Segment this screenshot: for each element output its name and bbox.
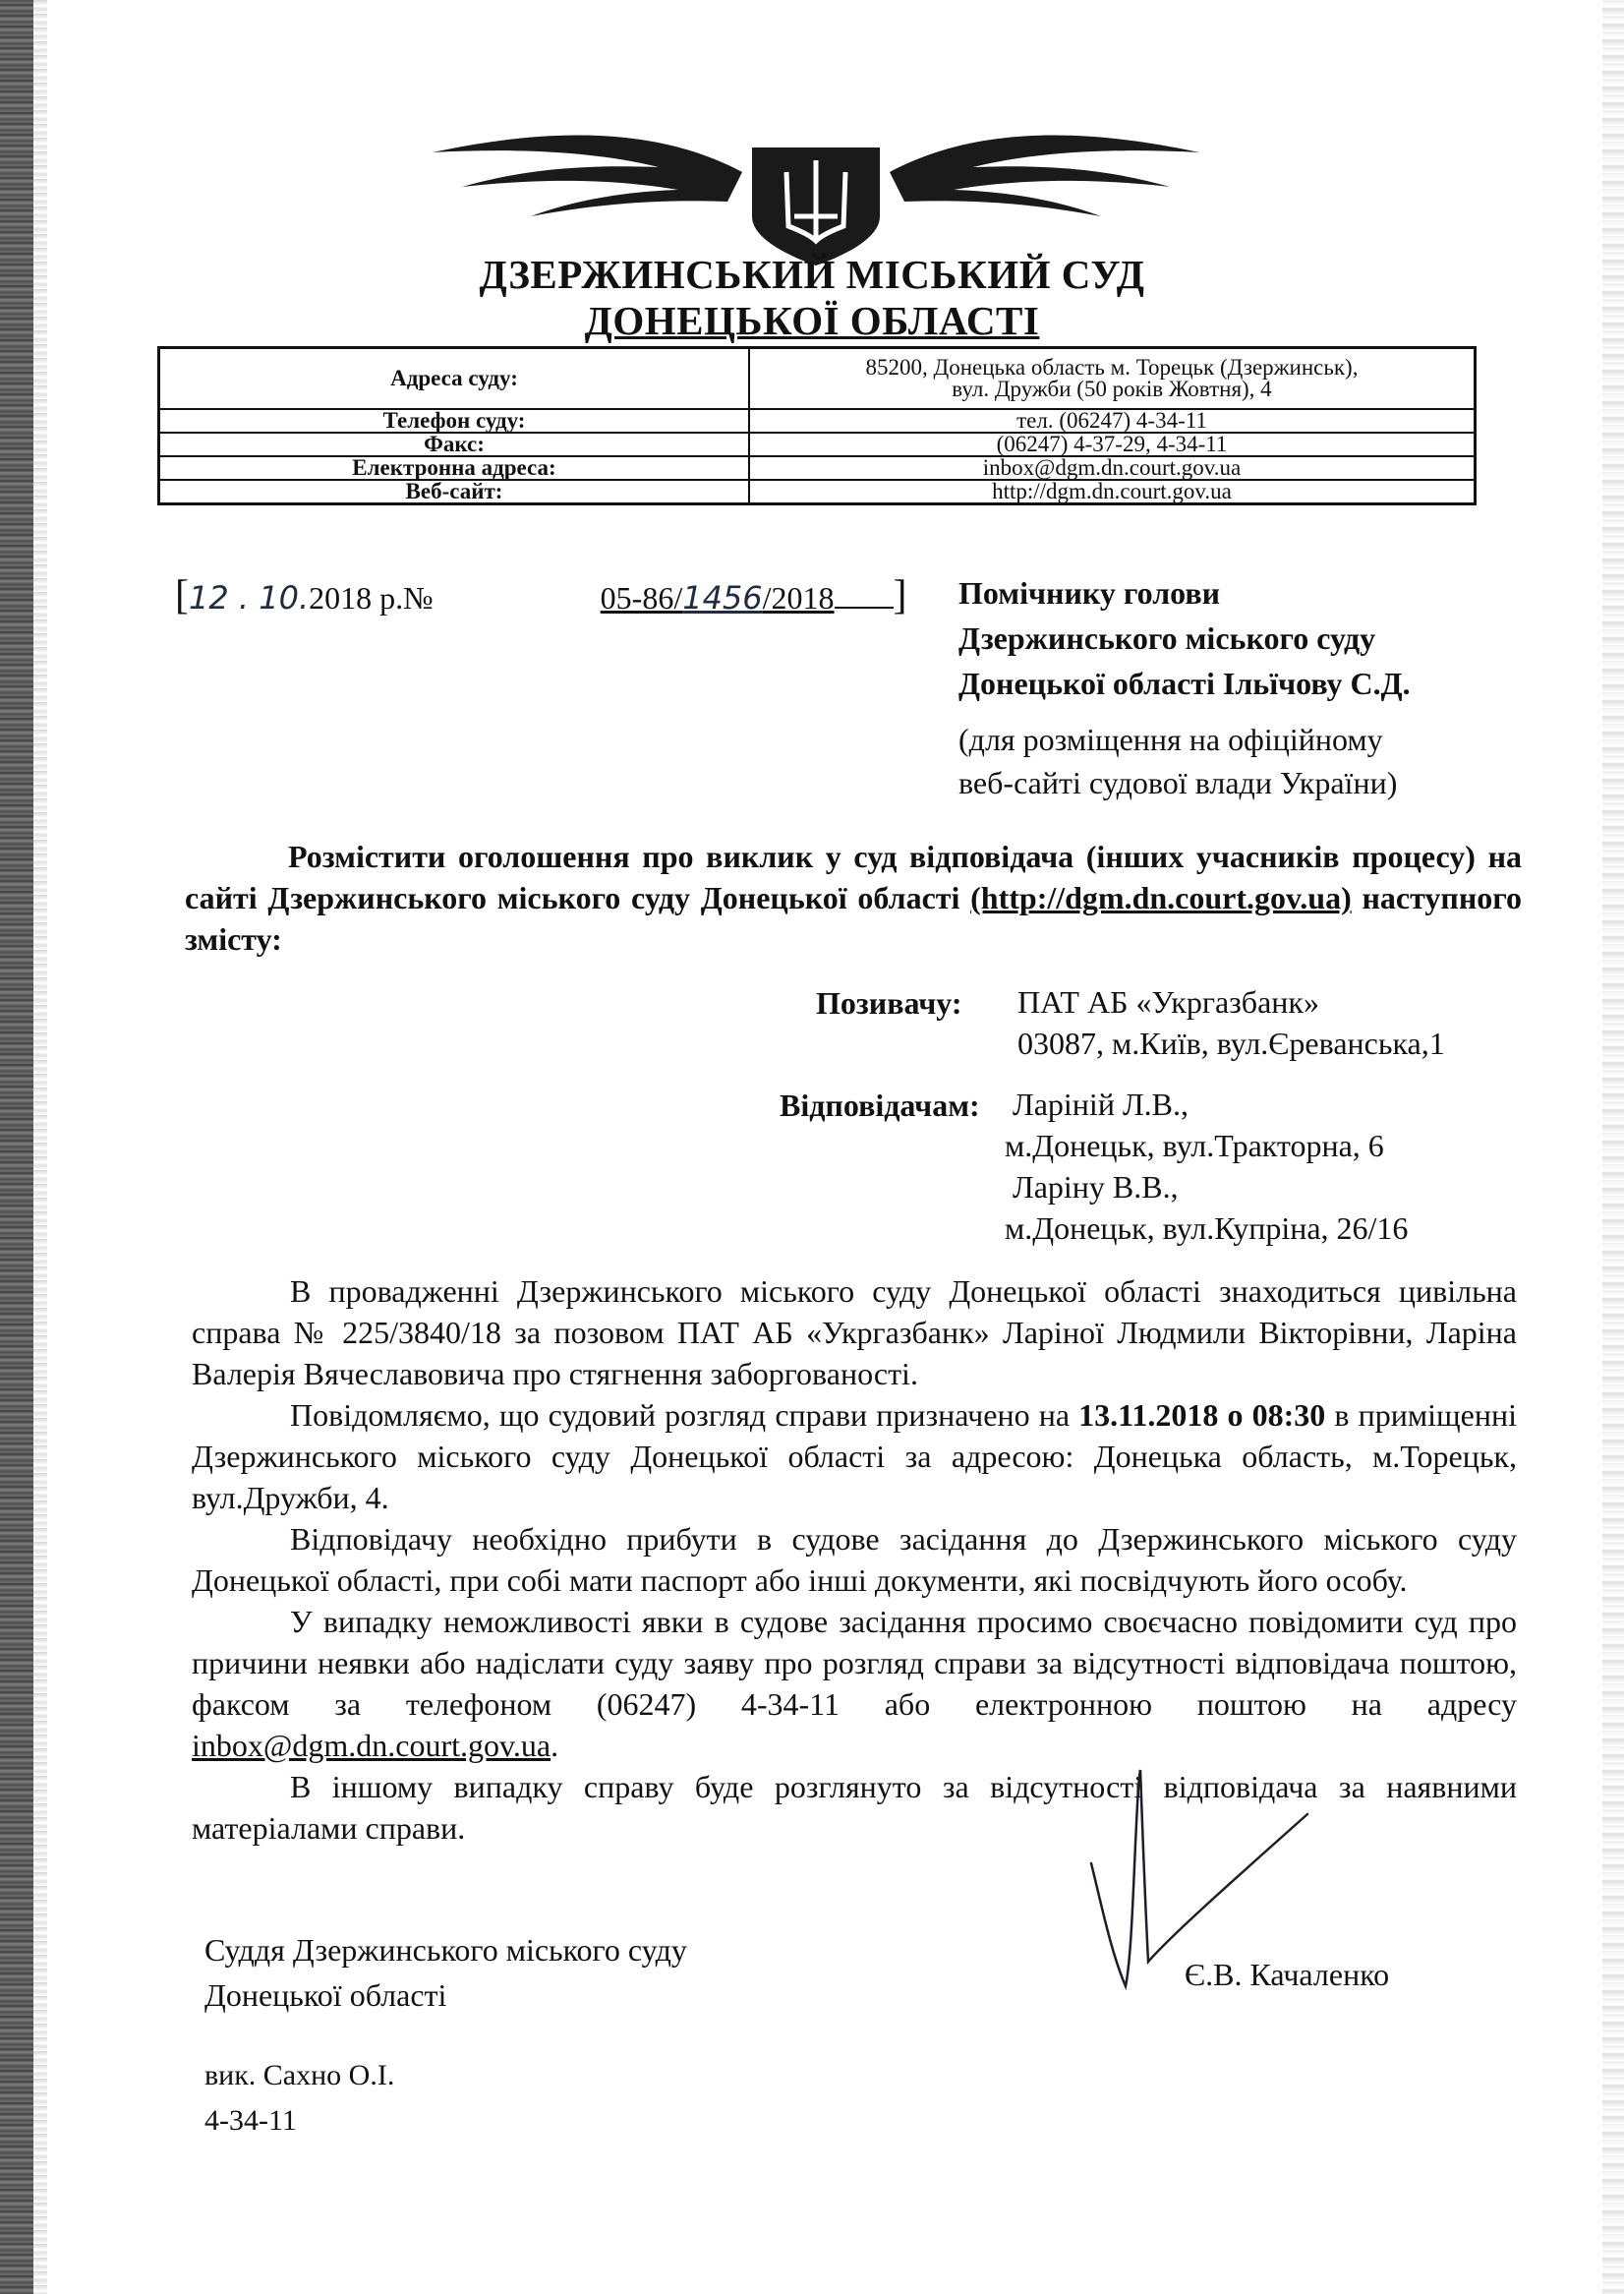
defendant2-name: Ларіну В.В., [1013, 1169, 1179, 1205]
court-email-link[interactable]: inbox@dgm.dn.court.gov.ua [192, 1728, 551, 1763]
plaintiff-name: ПАТ АБ «Укргазбанк» [1017, 984, 1319, 1020]
website-value: http://dgm.dn.court.gov.ua [749, 480, 1476, 504]
addressee-note-line1: (для розміщення на офіційному [958, 722, 1383, 757]
body-paragraph-2 [192, 1394, 1517, 1518]
reg-bracket-close: ] [893, 573, 907, 618]
addressee-line1: Помічнику голови [958, 575, 1221, 611]
body-p2-text-b: в приміщенні Дзержинського міського суду Донецької області за адресою: Донецька область, м.Торецьк, вул.Дружби, 4. [192, 1397, 1518, 1515]
lead-text-2: наступного змісту: [185, 880, 1523, 957]
plaintiff-label: Позивачу: [816, 985, 962, 1021]
defendant1-address: м.Донецьк, вул.Тракторна, 6 [1005, 1128, 1384, 1163]
body-paragraph-5: В іншому випадку справу буде розглянуто за відсутності відповідача за наявними матеріалами справи. [192, 1769, 1517, 1846]
table-row [159, 433, 1476, 456]
judge-position-line1: Суддя Дзержинського міського суду [204, 1932, 687, 1968]
body-p4-text-a: У випадку неможливості явки в судове засідання просимо своєчасно повідомити суд про причини неявки або надіслати суду заяву про розгляд справи за відсутності відповідача поштою, факсом за телефоном (06247) 4-34-11 або електронною поштою на адресу [192, 1604, 1517, 1722]
court-name-line1: ДЗЕРЖИНСЬКИЙ МІСЬКИЙ СУД [479, 252, 1145, 297]
reg-number-handwritten: 1456 [682, 579, 763, 617]
addressee-block [958, 570, 1411, 706]
body-p2-text-a: Повідомляємо, що судовий розгляд справи призначено на [290, 1397, 1079, 1433]
address-line1: 85200, Донецька область м. Торецьк (Дзержинськ), [865, 355, 1359, 380]
executor-block [204, 2053, 394, 2144]
court-name-line2: ДОНЕЦЬКОЇ ОБЛАСТІ [584, 298, 1040, 343]
executor-name: вик. Сахно О.І. [204, 2059, 395, 2091]
reg-number-suffix: /2018 [762, 580, 835, 616]
table-row [159, 348, 1476, 410]
body-paragraph-1: В провадженні Дзержинського міського суду Донецької області знаходиться цивільна справа № 225/3840/18 за позовом ПАТ АБ «Укргазбанк» Ларіної Людмили Вікторівни, Ларіна Валерія Вячеславовича про стягнення заборгованості. [192, 1273, 1517, 1391]
lead-paragraph [185, 836, 1522, 960]
addressee-line2: Дзержинського міського суду [958, 620, 1376, 656]
table-row [159, 456, 1476, 480]
email-label: Електронна адреса: [159, 456, 750, 480]
notice-body [192, 1270, 1517, 1849]
address-line2: вул. Дружби (50 років Жовтня), 4 [952, 377, 1272, 401]
phone-label: Телефон суду: [159, 409, 750, 433]
reg-number-prefix: 05-86/ [600, 580, 683, 616]
defendant2-address: м.Донецьк, вул.Купріна, 26/16 [1005, 1210, 1409, 1246]
reg-bracket-open: [ [175, 573, 189, 618]
addressee-line3: Донецької області Ільїчову С.Д. [958, 666, 1411, 701]
judge-position [204, 1927, 687, 2018]
judge-position-line2: Донецької області [204, 1977, 447, 2013]
judge-name: Є.В. Качаленко [1185, 1957, 1390, 1992]
plaintiff-address: 03087, м.Київ, вул.Єреванська,1 [1017, 1026, 1445, 1061]
registration-line [175, 572, 907, 619]
table-row [159, 409, 1476, 433]
plaintiff-block [1017, 981, 1445, 1064]
defendants-label: Відповідачам: [780, 1088, 980, 1123]
court-contacts-table [157, 346, 1477, 505]
executor-phone: 4-34-11 [204, 2104, 297, 2137]
address-label: Адреса суду: [159, 348, 750, 410]
trident-emblem [423, 93, 1209, 265]
defendant1-name: Ларіній Л.В., [1013, 1087, 1189, 1122]
reg-date-handwritten: 12 . 10. [189, 579, 310, 617]
defendants-block [1005, 1084, 1409, 1249]
body-paragraph-3: Відповідачу необхідно прибути в судове засідання до Дзержинського міського суду Донецької області, при собі мати паспорт або інші документи, які посвідчують його особу. [192, 1521, 1517, 1598]
body-paragraph-4 [192, 1601, 1517, 1766]
phone-value: тел. (06247) 4-34-11 [749, 409, 1476, 433]
address-value [749, 348, 1476, 410]
lead-text-1: Розмістити оголошення про виклик у суд відповідача (інших учасників процесу) на сайті Дзержинського міського суду Донецької області [185, 839, 1522, 915]
addressee-note [958, 718, 1397, 804]
table-row [159, 480, 1476, 504]
hearing-datetime: 13.11.2018 о 08:30 [1078, 1397, 1326, 1433]
addressee-note-line2: веб-сайті судової влади України) [958, 765, 1398, 800]
fax-value: (06247) 4-37-29, 4-34-11 [749, 433, 1476, 456]
email-value: inbox@dgm.dn.court.gov.ua [749, 456, 1476, 480]
website-label: Веб-сайт: [159, 480, 750, 504]
fax-label: Факс: [159, 433, 750, 456]
reg-year: 2018 р.№ [309, 580, 434, 616]
body-p4-text-b: . [551, 1728, 559, 1763]
court-website-link[interactable]: (http://dgm.dn.court.gov.ua) [970, 880, 1352, 915]
